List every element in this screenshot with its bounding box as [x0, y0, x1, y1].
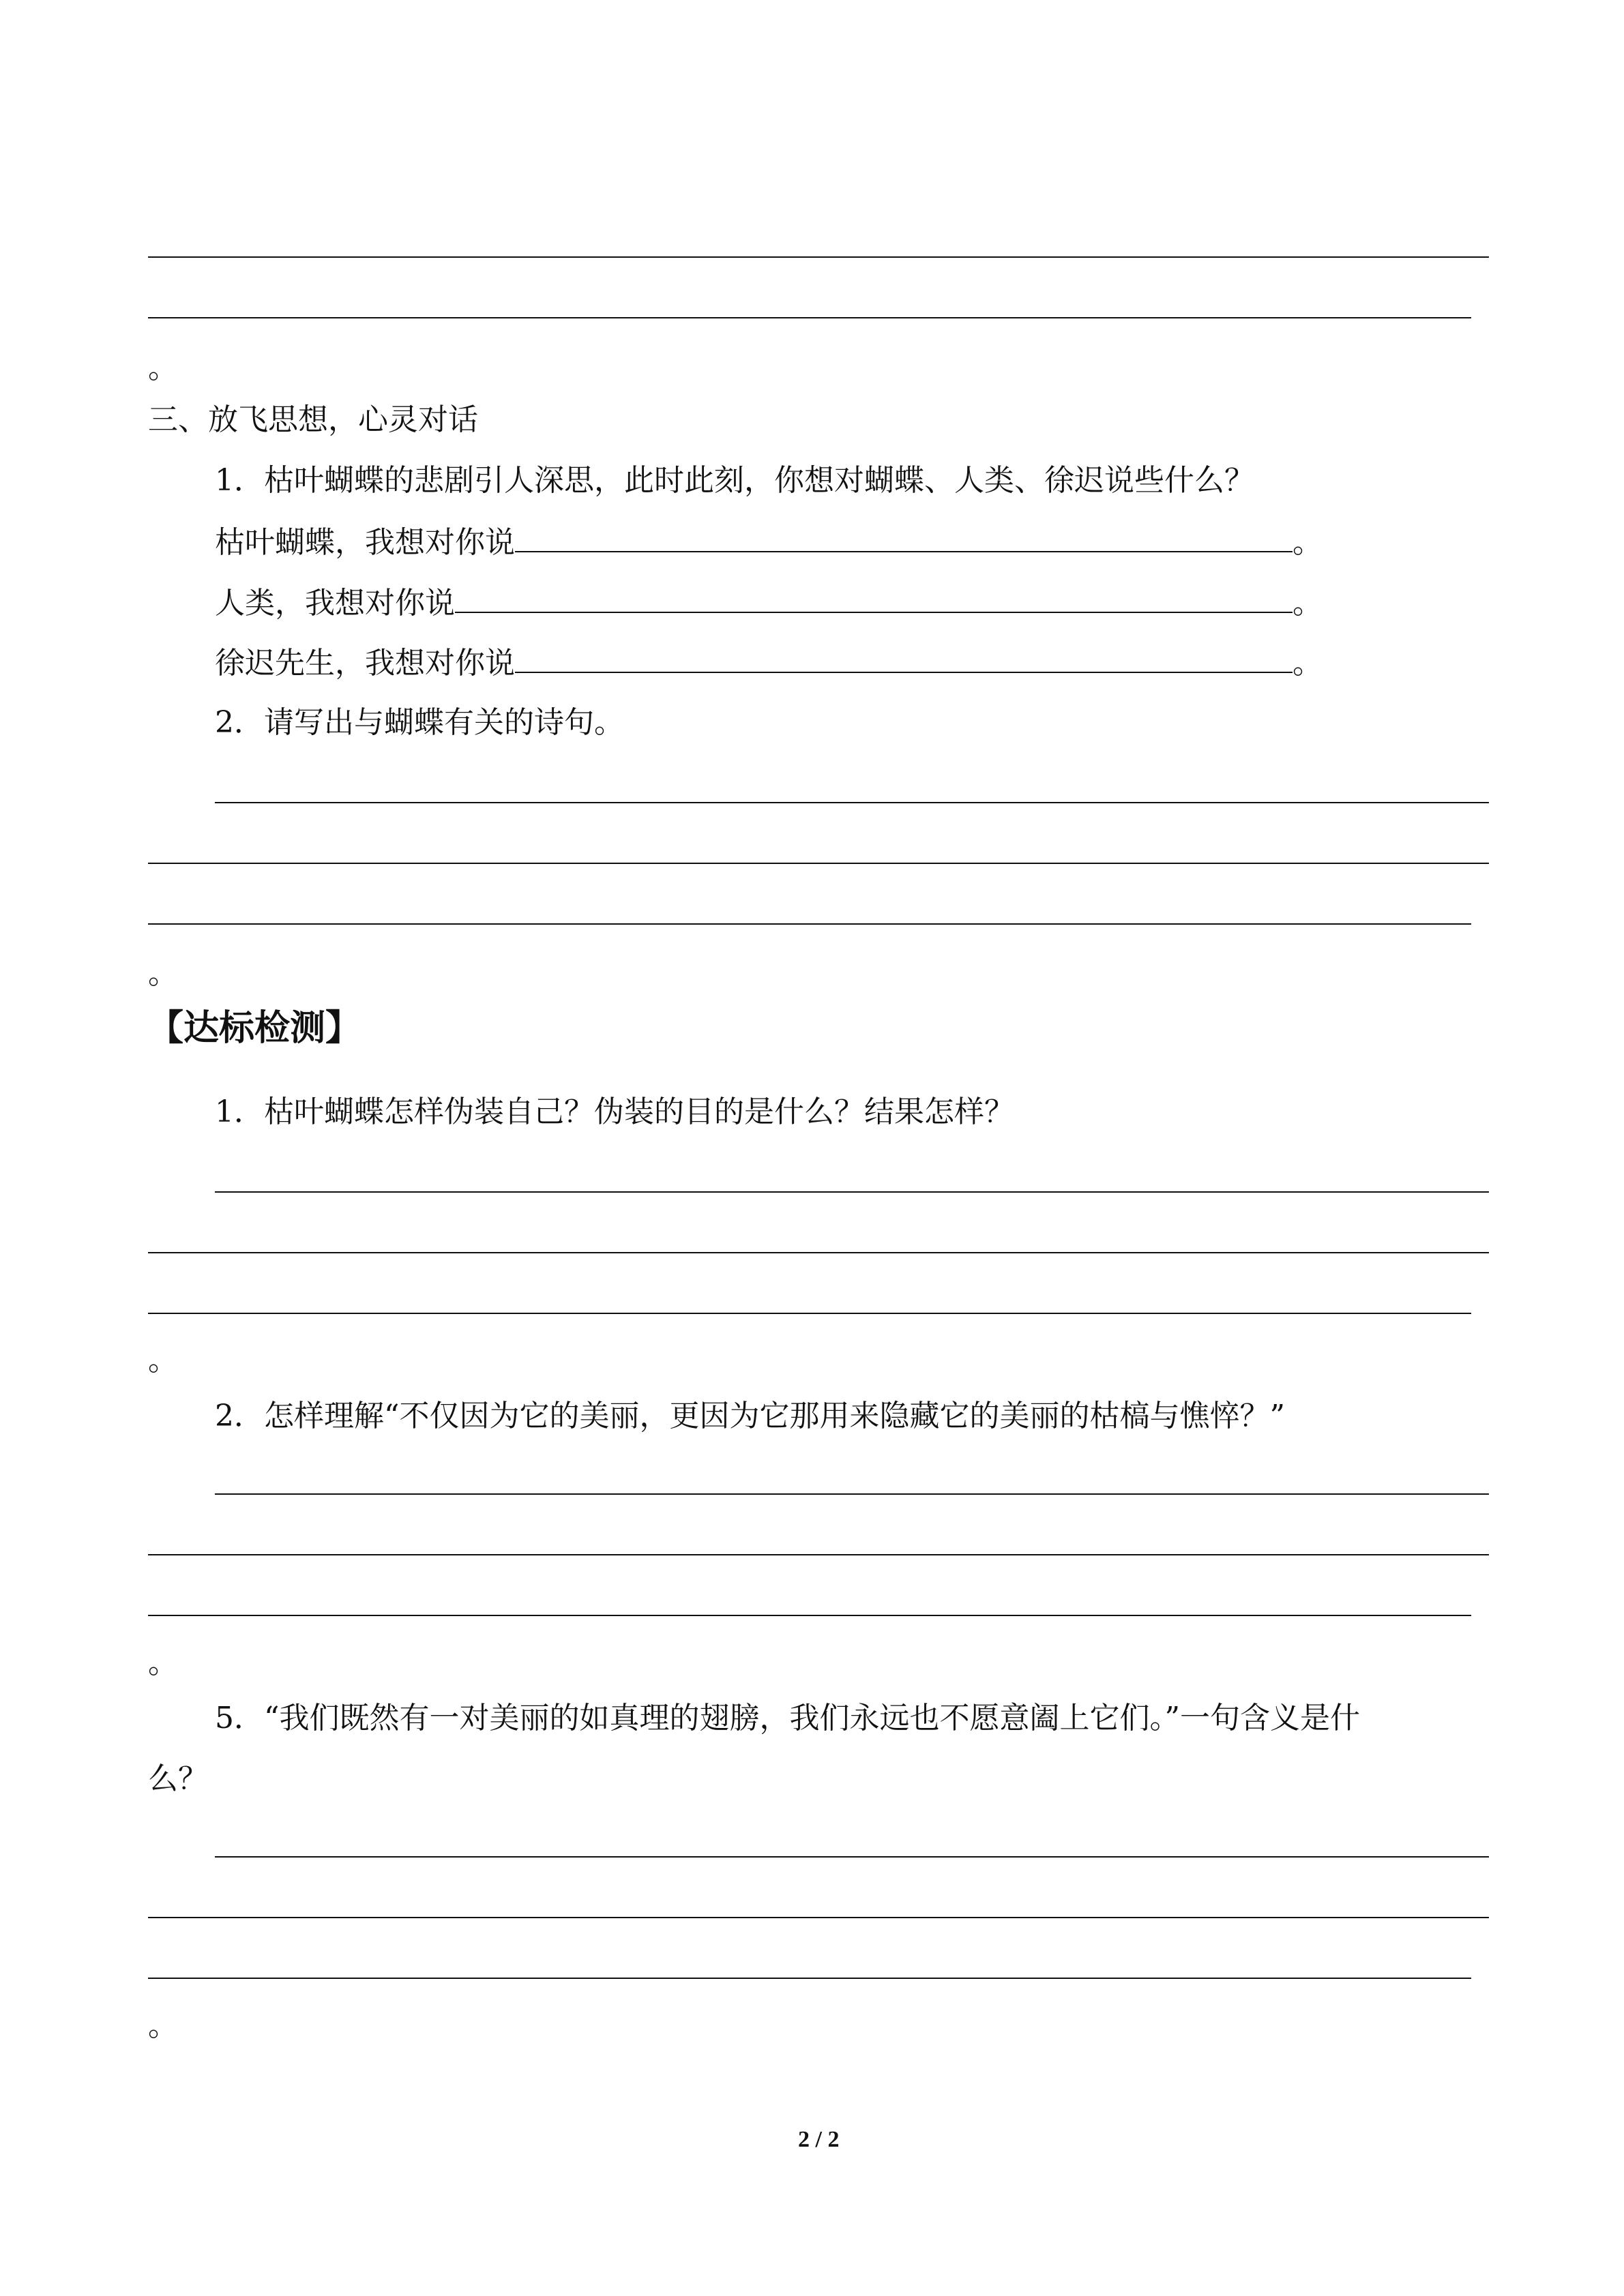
answer-line[interactable]: [148, 1252, 1489, 1253]
prompt-label: 枯叶蝴蝶，我想对你说: [215, 525, 515, 560]
question-text: 2．请写出与蝴蝶有关的诗句。: [215, 705, 624, 740]
answer-line[interactable]: [215, 802, 1489, 803]
period-mark: 。: [148, 956, 178, 991]
period-mark: 。: [1293, 586, 1323, 621]
period-mark: 。: [148, 1645, 178, 1680]
section-title: 三、放飞思想，心灵对话: [148, 402, 478, 437]
fill-blank[interactable]: [515, 642, 1293, 673]
answer-line[interactable]: [148, 923, 1471, 925]
prompt-humans: [215, 582, 1323, 624]
question-text-continued: 么？: [148, 1761, 208, 1796]
answer-line[interactable]: [148, 1917, 1489, 1918]
prompt-label: 徐迟先生，我想对你说: [215, 646, 515, 681]
page-number: 2 / 2: [798, 2127, 840, 2152]
question-text: 1．枯叶蝴蝶怎样伪装自己？伪装的目的是什么？结果怎样？: [215, 1094, 1014, 1129]
period-mark: 。: [1293, 646, 1323, 681]
question-text: 5．“我们既然有一对美丽的如真理的翅膀，我们永远也不愿意阖上它们。”一句含义是什: [215, 1701, 1360, 1735]
answer-line[interactable]: [215, 1191, 1489, 1193]
period-mark: 。: [148, 1343, 178, 1377]
section-heading: 【达标检测】: [148, 1008, 361, 1049]
answer-line[interactable]: [148, 1554, 1489, 1555]
answer-line[interactable]: [215, 1856, 1489, 1858]
prompt-xuchi: [215, 642, 1323, 684]
period-mark: 。: [148, 351, 178, 385]
period-mark: 。: [148, 2008, 178, 2043]
period-mark: 。: [1293, 525, 1323, 560]
answer-line[interactable]: [148, 1615, 1471, 1616]
answer-line[interactable]: [148, 1313, 1471, 1314]
question-text: 2．怎样理解“不仅因为它的美丽，更因为它那用来隐藏它的美丽的枯槁与憔悴？”: [215, 1399, 1285, 1433]
prompt-butterfly: [215, 521, 1323, 563]
answer-line[interactable]: [148, 256, 1489, 258]
prompt-label: 人类，我想对你说: [215, 586, 455, 621]
fill-blank[interactable]: [515, 521, 1293, 552]
answer-line[interactable]: [215, 1493, 1489, 1495]
question-text: 1．枯叶蝴蝶的悲剧引人深思，此时此刻，你想对蝴蝶、人类、徐迟说些什么？: [215, 463, 1254, 498]
answer-line[interactable]: [148, 317, 1471, 318]
answer-line[interactable]: [148, 1978, 1471, 1979]
fill-blank[interactable]: [455, 582, 1293, 613]
answer-line[interactable]: [148, 863, 1489, 864]
